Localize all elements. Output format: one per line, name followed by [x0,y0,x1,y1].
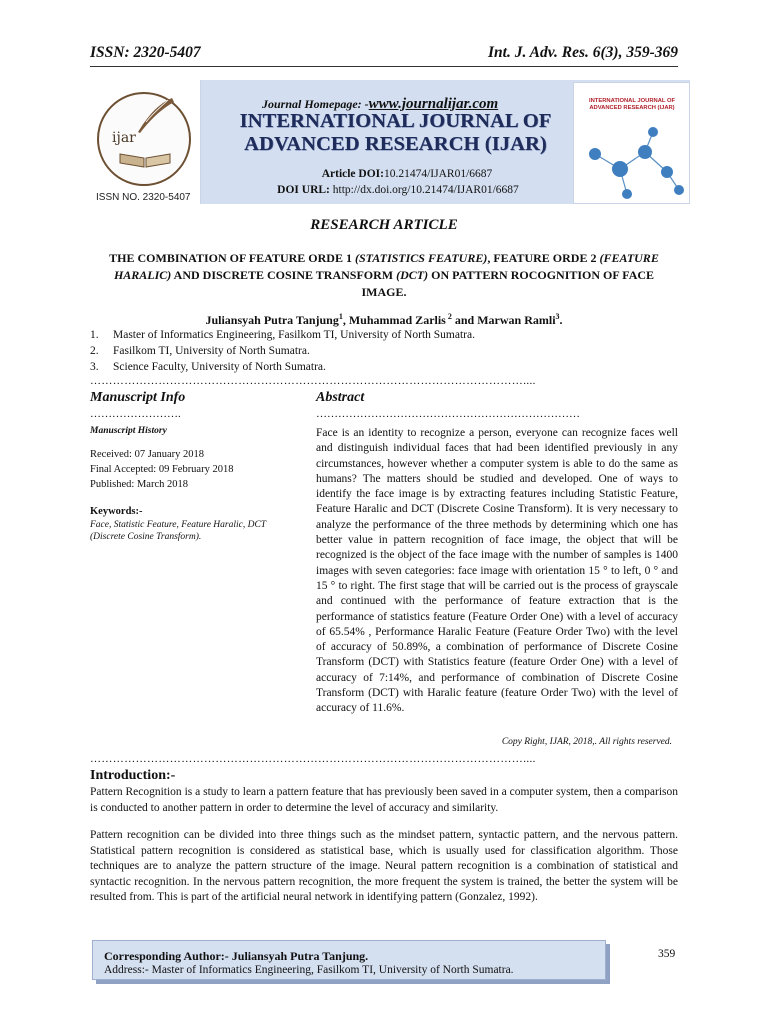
received-date: Received: 07 January 2018 [90,449,205,460]
homepage-label: Journal Homepage: - [262,97,369,111]
keywords: Face, Statistic Feature, Feature Haralic, DCT (Discrete Cosine Transform). [90,520,266,542]
author-name: Muhammad Zarlis [348,313,446,327]
title-part: AND DISCRETE COSINE TRANSFORM [171,268,397,282]
doi-url [230,184,566,196]
author-list [90,312,678,328]
book-icon [118,150,172,168]
doi-value: 10.21474/IJAR01/6687 [383,168,493,180]
affiliation-text: Science Faculty, University of North Sumatra. [113,361,326,373]
author-sep: and [451,313,478,327]
title-part-italic: (DCT) [396,268,429,282]
affiliation-text: Master of Informatics Engineering, Fasilkom TI, University of North Sumatra. [113,329,475,341]
accepted-date: Final Accepted: 09 February 2018 [90,464,234,475]
manuscript-history-label: Manuscript History [90,426,167,436]
doi-url-link[interactable]: http://dx.doi.org/10.21474/IJAR01/6687 [332,184,519,196]
journal-title: INTERNATIONAL JOURNAL OF ADVANCED RESEARCH (IJAR) [239,110,552,155]
title-part-italic: (FEATURE HARALIC) [113,251,659,282]
abstract-heading: Abstract [316,390,365,405]
logo-text: ijar [112,130,136,146]
doi-label: Article DOI: [321,168,384,180]
introduction-paragraph: Pattern recognition can be divided into three things such as the mindset pattern, syntactic pattern, and the nervous pattern. Statistical pattern recognition is considered as statistical base, which is usually used for classification algorithm. Those techniques are to analyze the pattern structure of the image. Neural pattern recognition is a combination of statistical and syntactic recognition. In the nervous pattern recognition, the more frequent the system is trained, the better the system will be resulted from. This is part of the artificial neural network in identifying pattern (Gonzalez, 1992). [90,829,678,903]
introduction-paragraph: Pattern Recognition is a study to learn a pattern feature that has previously been saved in a computer system, then a comparison is conducted to another pattern in order to determine the level of accuracy and similarity. [90,786,678,814]
author-sup: 1 [338,312,343,321]
logo-issn: ISSN NO. 2320-5407 [96,192,191,203]
published-date: Published: March 2018 [90,479,188,490]
header-citation: Int. J. Adv. Res. 6(3), 359-369 [487,44,678,61]
author-name: Marwan Ramli [477,313,556,327]
introduction-heading: Introduction:- [90,768,176,783]
keywords-label: Keywords:- [90,506,143,517]
header-issn: ISSN: 2320-5407 [90,44,201,61]
title-part: THE COMBINATION OF FEATURE ORDE 1 [109,251,355,265]
manuscript-info-heading: Manuscript Info [90,390,186,405]
affiliation-item [90,327,678,343]
abstract-text: Face is an identity to recognize a person, everyone can recognize faces well and distinguish individual faces that had been identified previously in any circumstances, however whether a computer system is able to do the same as humans? The matters should be studied and developed. One of ways to identify the face image is by extracting features including Statistic Feature, Feature Haralic and DCT (Discrete Cosine Transform). It is very necessary to analyze the performance of the three methods by determining which one has better value in pattern recognition of face image, the object that will be recognized is the object of the face image with the number of samples is 1400 images with seven categories: face image with orientation 15 ° to left, 0 ° and 15 ° to right. The first stage that will be carried out is the process of grayscale and continued with the performance of feature extraction that is the performance of statistics feature (Feature Order One) with a level of accuracy of 65.54% , Performance Haralic Feature (Feature Order Two) with the level of accuracy of 50.89%, a combination of performance of Discrete Cosine Transform (DCT) with Statistics feature (feature Order One) with a level of accuracy of 7:14%, and performance of combination of Discrete Cosine Transform (DCT) with Haralic feature (feature Order Two) with the level of accuracy of 11.6%. [316,427,678,715]
affiliation-num: 2. [90,345,99,357]
affiliation-num: 3. [90,361,99,373]
cover-title: INTERNATIONAL JOURNAL OF ADVANCED RESEARCH (IJAR) [589,98,675,111]
author-sup: 2 [445,312,452,321]
abstract-dots: ……………………………………………………………… [316,408,580,420]
separator-top: …………………………………………………………………………………………………….... [90,375,536,387]
title-part: ON PATTERN ROCOGNITION OF FACE IMAGE. [361,268,655,299]
corresponding-author: Corresponding Author:- Juliansyah Putra Tanjung. [104,949,369,963]
doi-url-label: DOI URL: [277,184,330,196]
title-part-italic: (STATISTICS FEATURE) [354,251,488,265]
page-number: 359 [658,948,676,960]
article-doi [262,168,552,180]
article-type: RESEARCH ARTICLE [310,217,458,233]
author-name: Juliansyah Putra Tanjung [205,313,339,327]
running-header [90,44,678,66]
author-sep: , [342,313,349,327]
affiliation-item [90,359,678,375]
affiliation-num: 1. [90,329,99,341]
affiliation-list [90,327,678,375]
homepage-link[interactable]: www.journalijar.com [368,96,499,112]
author-sup: 3 [555,312,560,321]
affiliation-item [90,343,678,359]
corresponding-address: Address:- Master of Informatics Engineering, Fasilkom TI, University of North Sumatra. [104,964,514,976]
header-rule [90,66,678,67]
manuscript-dates [90,447,233,492]
separator-bottom: …………………………………………………………………………………………………….... [90,753,536,765]
article-title [90,250,678,301]
molecule-image-icon [575,124,687,202]
manuscript-dots: ……………………. [90,408,181,420]
copyright: Copy Right, IJAR, 2018,. All rights reserved. [501,737,672,747]
title-part: , FEATURE ORDE 2 [487,251,600,265]
author-sep: . [559,313,563,327]
affiliation-text: Fasilkom TI, University of North Sumatra. [113,345,310,357]
